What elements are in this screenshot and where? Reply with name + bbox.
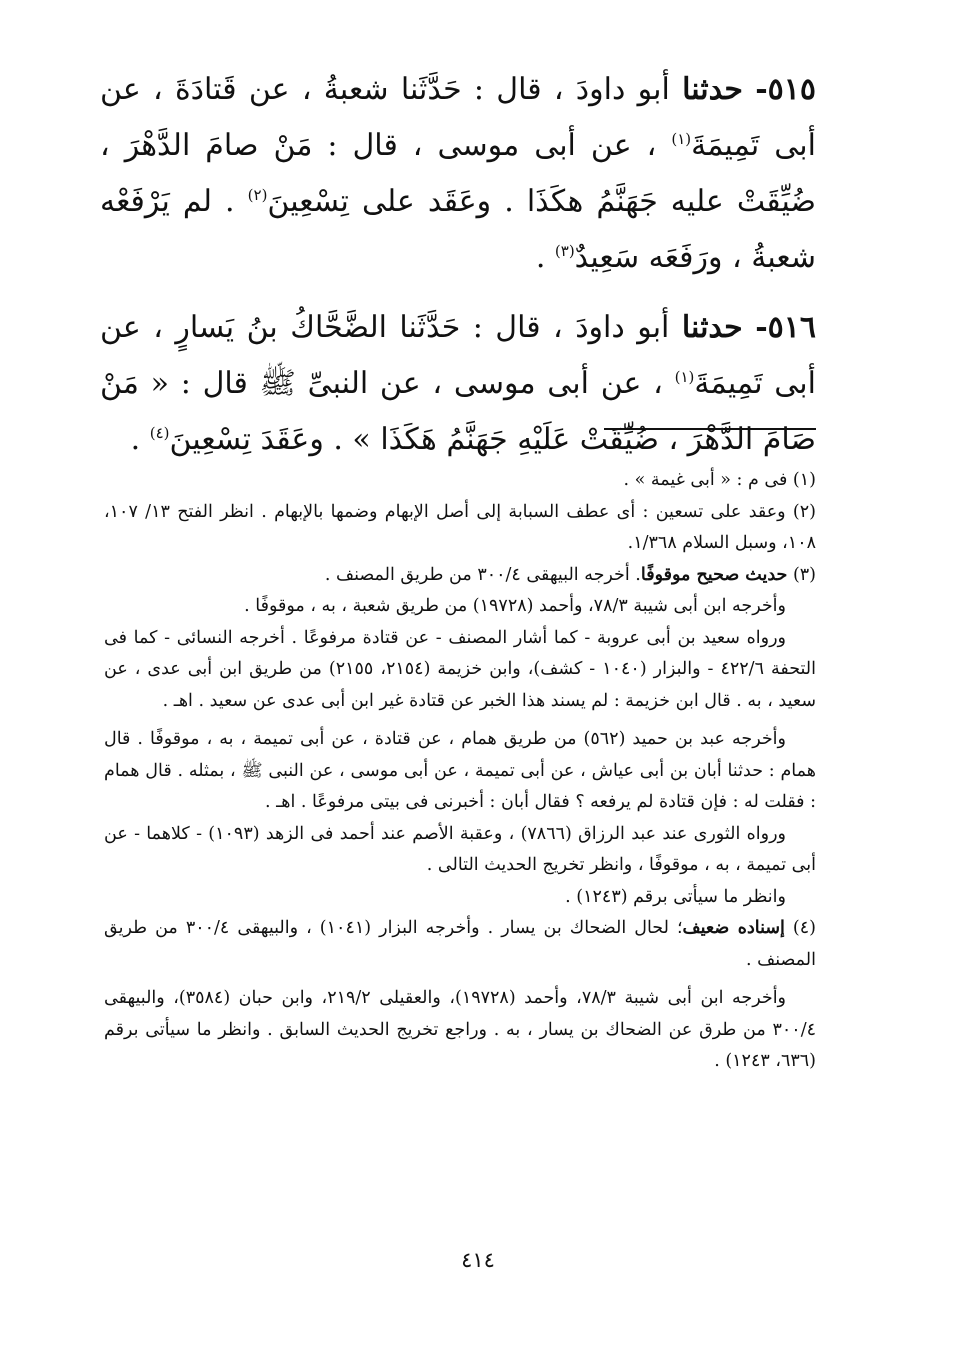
hadith-text: ، عن أبى موسى ، قال : مَنْ صامَ الدَّهْرَ ، ضُيِّقَتْ عليه جَهَنَّمُ هكَذَا . وعَقَد على تِسْعِينَ	[100, 128, 816, 219]
footnote-4-verdict: إسناده ضعيف	[682, 918, 785, 938]
footnote-4	[104, 913, 816, 976]
footnotes	[104, 465, 816, 1078]
footnote-3	[104, 560, 816, 592]
hadith-number: ٥١٥-	[755, 72, 816, 107]
footnote-3-paragraph: ورواه سعيد بن أبى عروبة - كما أشار المصنف - عن قتادة مرفوعًا . أخرجه النسائى - كما فى التحفة ٤٢٢/٦ - والبزار (١٠٤٠ - كشف)، وابن خزيمة (٢١٥٤، ٢١٥٥) من طريق ابن أبى عدى ، عن سعيد ، به . قال ابن خزيمة : لم يسند هذا الخبر عن قتادة غير ابن أبى عدى عن سعيد . اهـ .	[104, 627, 816, 711]
hadith-text: .	[130, 422, 150, 457]
hadith-text: ، عن أبى موسى ، عن النبىِّ ﷺ قال : « مَنْ صَامَ الدَّهْرَ ، ضُيِّقَتْ عَلَيْهِ جَهَنَّمُ هَكَذَا » . وعَقَدَ تِسْعِينَ	[100, 366, 816, 457]
footnote-2: (٢) وعقد على تسعين : أى عطف السبابة إلى أصل الإبهام وضمها بالإبهام . انظر الفتح ١٣/ ١٠٧، ١٠٨، وسبل السلام ١/٣٦٨.	[104, 501, 816, 553]
footnote-ref: (١)	[671, 130, 692, 148]
footnote-4-marker: (٤)	[784, 918, 816, 938]
footnote-3-paragraph: وأخرجه عبد بن حميد (٥٦٢) من طريق همام ، عن قتادة ، عن أبى تميمة ، به ، موقوفًا . قال همام : حدثنا أبان بن أبى عياش ، عن أبى تميمة ، عن أبى موسى ، عن النبى ﷺ ، بمثله . قال همام : فقلت له : فإن قتادة لم يرفعه ؟ فقال أبان : أخبرنى فى بيتى مرفوعًا . اهـ .	[104, 729, 816, 812]
main-text	[100, 62, 816, 482]
page-number: ٤١٤	[461, 1248, 495, 1272]
footnote-3-verdict: حديث صحيح موقوفًا	[640, 564, 788, 585]
footnote-divider	[604, 428, 816, 430]
hadith-515	[100, 62, 816, 286]
footnote-3-paragraph: وانظر ما سيأتى برقم (١٢٤٣) .	[565, 886, 786, 907]
hadith-lead: حدثنا	[681, 310, 743, 345]
hadith-text: . لم يَرْفَعْه شعبةُ ، ورَفَعَه سَعِيدٌ	[100, 184, 816, 275]
footnote-ref: (١)	[674, 368, 695, 386]
footnote-4-text: ؛ لحال الضحاك بن يسار . وأخرجه البزار (١٠٤١) ، والبيهقى ٣٠٠/٤ من طريق المصنف .	[104, 918, 816, 970]
footnote-3-paragraph: وأخرجه ابن أبى شيبة ٧٨/٣، وأحمد (١٩٧٢٨) من طريق شعبة ، به ، موقوفًا .	[244, 596, 786, 616]
footnote-ref: (٣)	[554, 242, 575, 260]
footnote-3-paragraph: ورواه الثورى عند عبد الرزاق (٧٨٦٦) ، وعقبة الأصم عند أحمد فى الزهد (١٠٩٣) - كلاهما - عن أبى تميمة ، به ، موقوفًا ، وانظر تخريج الحديث التالى .	[104, 823, 816, 875]
footnote-3-text: . أخرجه البيهقى ٣٠٠/٤ من طريق المصنف .	[324, 564, 641, 585]
hadith-516	[100, 300, 816, 468]
hadith-number: ٥١٦-	[755, 310, 816, 345]
footnote-ref: (٤)	[149, 424, 170, 442]
hadith-text: أبو داودَ ، قال : حَدَّثَنا الضَّحَّاكُ بنُ يَسارٍ ، عن أبى تَمِيمَةَ	[100, 310, 816, 401]
footnote-3-marker: (٣)	[787, 564, 816, 585]
footnote-1: (١) فى م : « أبى غيمة » .	[623, 470, 816, 490]
footnote-ref: (٢)	[247, 186, 268, 204]
hadith-lead: حدثنا	[682, 72, 743, 107]
hadith-text: .	[535, 240, 555, 275]
footnote-4-paragraph: وأخرجه ابن أبى شيبة ٧٨/٣، وأحمد (١٩٧٢٨)، والعقيلى ٢١٩/٢، وابن حبان (٣٥٨٤)، والبيهقى ٣٠٠/٤ من طرق عن الضحاك بن يسار ، به . وراجع تخريج الحديث السابق . وانظر ما سيأتى برقم (٦٣٦، ١٢٤٣) .	[104, 988, 816, 1071]
hadith-text: أبو داودَ ، قال : حَدَّثَنا شعبةُ ، عن قَتادَةَ ، عن أبى تَمِيمَةَ	[100, 72, 816, 163]
